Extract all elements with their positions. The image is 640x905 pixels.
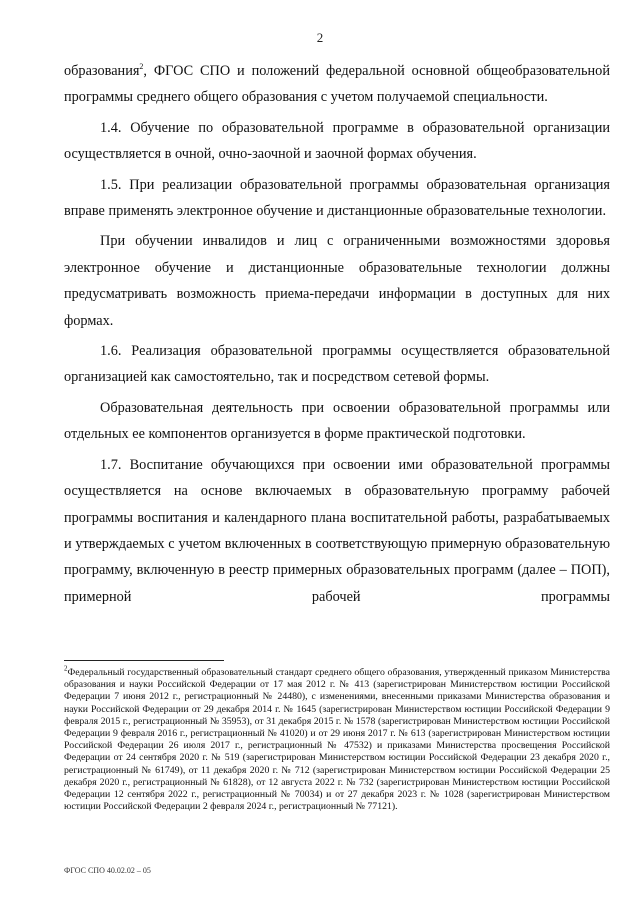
footnote: [64, 664, 610, 813]
document-body: [64, 58, 610, 610]
paragraph-disabled-students: При обучении инвалидов и лиц с ограниченными возможностями здоровья электронное обучение и дистанционные образовательные технологии должны предусматривать возможность приема-передачи информации в доступных для них формах.: [64, 233, 610, 329]
footnote-reference[interactable]: 2: [139, 62, 144, 72]
paragraph-text: , ФГОС СПО и положений федеральной основной общеобразовательной программы среднего общего образования с учетом получаемой специальности.: [64, 63, 610, 106]
document-code-footer: ФГОС СПО 40.02.02 – 05: [64, 866, 151, 875]
footnote-text: Федеральный государственный образовательный стандарт среднего общего образования, утвержденный приказом Министерства образования и науки Российской Федерации от 17 мая 2012 г. № 413 (зарегистрирован Министерством юстиции Российской Федерации 7 июня 2012 г., регистрационный № 24480), с изменениями, внесенными приказами Министерства образования и науки Российской Федерации от 29 декабря 2014 г. № 1645 (зарегистрирован Министерством юстиции Российской Федерации 9 февраля 2015 г., регистрационный № 35953), от 31 декабря 2015 г. № 1578 (зарегистрирован Министерством юстиции Российской Федерации 9 февраля 2016 г., регистрационный № 41020) и от 29 июня 2017 г. № 613 (зарегистрирован Министерством юстиции Российской Федерации 26 июля 2017 г., регистрационный № 47532) и приказами Министерства просвещения Российской Федерации от 24 сентября 2020 г. № 519 (зарегистрирован Министерством юстиции Российской Федерации 23 декабря 2020 г., регистрационный № 61749), от 11 декабря 2020 г. № 712 (зарегистрирован Министерством юстиции Российской Федерации 25 декабря 2020 г., регистрационный № 61828), от 12 августа 2022 г. № 732 (зарегистрирован Министерством юстиции Российской Федерации 12 сентября 2022 г., регистрационный № 70034) и от 27 декабря 2023 г. № 1028 (зарегистрирован Министерством юстиции Российской Федерации 2 февраля 2024 г., регистрационный № 77121).: [64, 667, 610, 813]
paragraph-1-7: 1.7. Воспитание обучающихся при освоении ими образовательной программы осуществляется на основе включаемых в образовательную программу рабочей программы воспитания и календарного плана воспитательной работы, разрабатываемых и утверждаемых с учетом включенных в соответствующую примерную образовательную программу, включенную в реестр примерных образовательных программ (далее – ПОП), примерной рабочей программы: [64, 456, 610, 605]
paragraph-1-5: 1.5. При реализации образовательной программы образовательная организация вправе применять электронное обучение и дистанционные образовательные технологии.: [64, 176, 610, 220]
page-number: 2: [316, 30, 324, 45]
paragraph-continuation: [64, 58, 610, 111]
paragraph-text: образования: [64, 63, 140, 79]
footnote-mark: 2: [64, 664, 68, 673]
paragraph-1-4: 1.4. Обучение по образовательной программе в образовательной организации осуществляется в очной, очно-заочной и заочной формах обучения.: [64, 119, 610, 163]
footnote-divider: [64, 660, 224, 661]
paragraph-1-6: 1.6. Реализация образовательной программы осуществляется образовательной организацией как самостоятельно, так и посредством сетевой формы.: [64, 343, 610, 386]
paragraph-practical-training: Образовательная деятельность при освоении образовательной программы или отдельных ее компонентов организуется в форме практической подготовки.: [64, 399, 610, 443]
